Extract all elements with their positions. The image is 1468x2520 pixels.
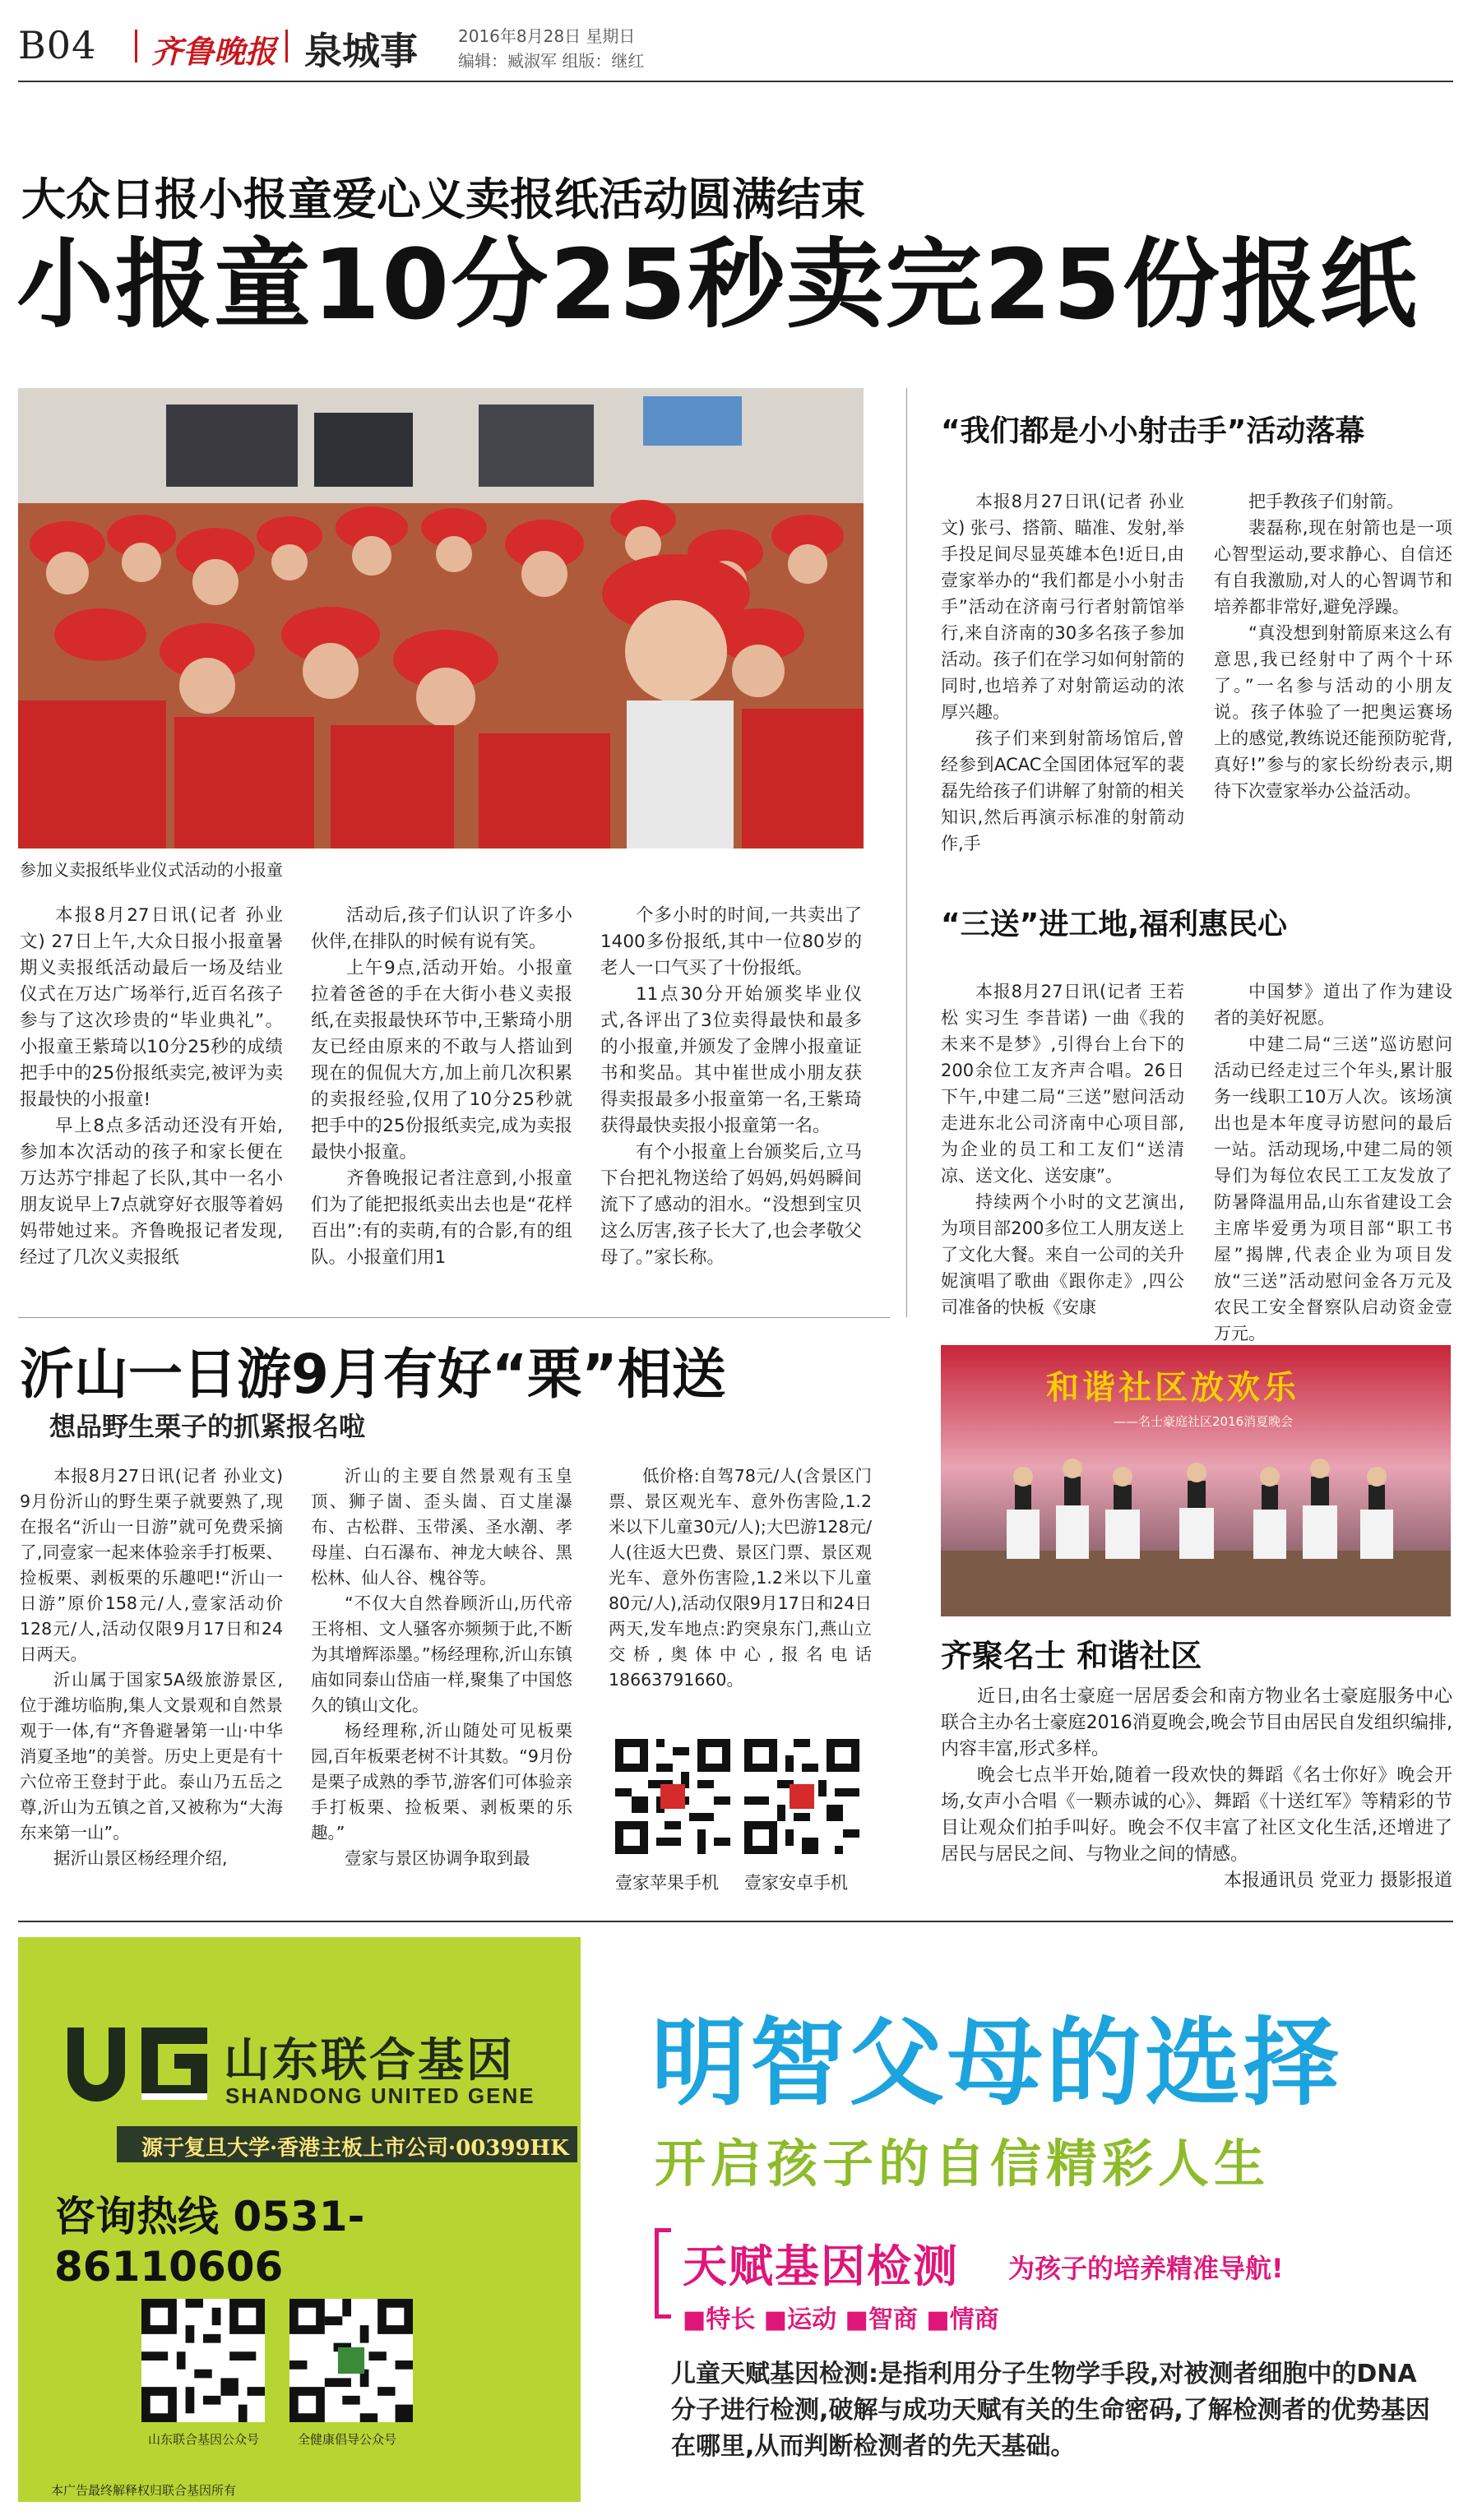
page-code: B04 (18, 23, 97, 67)
paragraph: 个多小时的时间,一共卖出了1400多份报纸,其中一位80岁的老人一口气买了十份报纸。 (600, 905, 862, 978)
paragraph: 据沂山景区杨经理介绍, (53, 1848, 228, 1868)
section-divider (18, 1317, 890, 1318)
main-headline: 小报童10分25秒卖完25份报纸 (16, 228, 1419, 341)
qr-code-icon (141, 2299, 265, 2422)
qr-caption: 山东联合基因公众号 (148, 2432, 260, 2447)
section-name: 泉城事 (304, 29, 418, 73)
header-rule (18, 81, 1453, 82)
stage-banner-subtitle: ——名士豪庭社区2016消夏晚会 (1114, 1414, 1294, 1429)
paragraph: 中建二局“三送”巡访慰问活动已经走过三个年头,累计服务一线职工10万人次。该场演出也是本年度寻访慰问的最后一站。活动现场,中建二局的领导们为每位农民工工友发放了防暑降温用品,山东省建设工会主席毕爱勇为项目部“职工书屋”揭牌,代表企业为项目发放“三送”活动慰问金各万元及农民工安全督察队启动资金壹万元。 (1214, 1034, 1452, 1343)
ad-guide: 为孩子的培养精准导航! (1008, 2253, 1284, 2284)
yishan-col2 (311, 1463, 572, 1871)
paragraph: 持续两个小时的文艺演出,为项目部200多位工人朋友送上了文化大餐。来自一公司的关升妮演唱了歌曲《跟你走》,四公司准备的快板《安康 (941, 1192, 1184, 1317)
editor-credit: 编辑：臧淑军 组版：继红 (458, 51, 645, 71)
paragraph: 齐鲁晚报记者注意到,小报童们为了能把报纸卖出去也是“花样百出”:有的卖萌,有的合影,有的组队。小报童们用1 (311, 1168, 572, 1268)
paragraph: 孩子们来到射箭场馆后,曾经参到ACAC全国团体冠军的裴磊先给孩子们讲解了射箭的相关知识,然后再演示标准的射箭动作,手 (941, 728, 1184, 853)
paragraph: 低价格:自驾78元/人(含景区门票、景区观光车、意外伤害险,1.2米以下儿童30元/人);大巴游128元/人(往返大巴费、景区门票、景区观光车、意外伤害险,1.2米以下儿童80元/人),活动仅限9月17日和24日两天,发车地点:趵突泉东门,燕山立交桥,奥体中心,报名电话18663791660。 (609, 1466, 872, 1690)
paragraph: 上午9点,活动开始。小报童拉着爸爸的手在大街小巷义卖报纸,在卖报最快环节中,王紫琦小朋友已经由原来的不敢与人搭讪到现在的侃侃大方,加上前几次积累的卖报经验,仅用了10分25秒就把手中的25份报纸卖完,成为卖报最快小报童。 (311, 958, 572, 1163)
community-photo (941, 1345, 1451, 1616)
paragraph: 沂山属于国家5A级旅游景区,位于潍坊临朐,集人文景观和自然景观于一体,有“齐鲁避暑第一山·中华消夏圣地”的美誉。历史上更是有十六位帝王登封于此。泰山乃五岳之尊,沂山为五镇之首,又被称为“大海东来第一山”。 (20, 1670, 283, 1843)
paragraph: 本报8月27日讯(记者 孙业文) 9月份沂山的野生栗子就要熟了,现在报名“沂山一日游”就可免费采摘了,同壹家一起来体验亲手打板栗、捡板栗、剥板栗的乐趣吧!“沂山一日游”原价158元/人,壹家活动价128元/人,活动仅限9月17日和24日两天。 (20, 1466, 283, 1664)
paragraph: “真没想到射箭原来这么有意思,我已经射中了两个十环了。”一名参与活动的小朋友说。孩子体验了一把奥运赛场上的感觉,教练说还能预防驼背,真好!”参与的家长纷纷表示,期待下次壹家举办公益活动。 (1214, 623, 1452, 801)
qr-code-icon (289, 2299, 413, 2422)
paragraph: “不仅大自然眷顾沂山,历代帝王将相、文人骚客亦频频于此,不断为其增辉添墨。”杨经理称,沂山东镇庙如同泰山岱庙一样,聚集了中国悠久的镇山文化。 (311, 1593, 572, 1715)
qr-caption: 全健康倡导公众号 (298, 2432, 397, 2447)
qr-code-icon (615, 1739, 730, 1854)
paragraph: 杨经理称,沂山随处可见板栗园,百年板栗老树不计其数。“9月份是栗子成熟的季节,游客们可体验亲手打板栗、捡板栗、剥板栗的乐趣。” (311, 1721, 572, 1843)
qr-caption: 壹家苹果手机 (615, 1873, 719, 1893)
paragraph: 近日,由名士豪庭一居居委会和南方物业名士豪庭服务中心联合主办名士豪庭2016消夏晚会,晚会节目由居民自发组织编排,内容丰富,形式多样。 (941, 1686, 1452, 1759)
ad-tagline: 源于复旦大学·香港主板上市公司·00399HK (141, 2136, 569, 2161)
ad-disclaimer: 本广告最终解释权归联合基因所有 (51, 2483, 237, 2498)
ad-tags: ■特长 ■运动 ■智商 ■情商 (683, 2305, 999, 2334)
main-article-col3 (600, 903, 862, 1271)
paragraph: 沂山的主要自然景观有玉皇顶、狮子崮、歪头崮、百丈崖瀑布、古松群、玉带溪、圣水潮、孝母崖、白石瀑布、神龙大峡谷、黑松林、仙人谷、槐谷等。 (311, 1466, 572, 1588)
yishan-col3 (609, 1463, 872, 1693)
ad-description: 儿童天赋基因检测:是指利用分子生物学手段,对被测者细胞中的DNA分子进行检测,破解与成功天赋有关的生命密码,了解检测者的优势基因在哪里,从而判断检测者的先天基础。 (671, 2360, 1430, 2461)
paper-logo: 齐鲁晚报 (151, 33, 277, 70)
stage-banner: 和谐社区放欢乐 (1046, 1369, 1299, 1407)
main-kicker: 大众日报小报童爱心义卖报纸活动圆满结束 (21, 173, 865, 225)
yishan-subtitle: 想品野生栗子的抓紧报名啦 (49, 1411, 366, 1442)
kids-photo (18, 388, 864, 848)
sansong-title: “三送”进工地,福利惠民心 (941, 908, 1287, 941)
yishan-col1 (20, 1463, 283, 1871)
shooter-title: “我们都是小小射击手”活动落幕 (941, 414, 1365, 448)
byline: 本报通讯员 党亚力 摄影报道 (1224, 1870, 1452, 1891)
paragraph: 把手教孩子们射箭。 (1248, 492, 1404, 511)
shooter-col1 (941, 488, 1184, 857)
main-article-col2 (311, 903, 572, 1271)
ad-hotline: 咨询热线 0531-86110606 (54, 2193, 365, 2291)
bracket-icon (655, 2228, 671, 2319)
ad-company-name: 山东联合基因 (224, 2034, 515, 2088)
paragraph: 本报8月27日讯(记者 孙业文) 张弓、搭箭、瞄准、发射,举手投足间尽显英雄本色!近日,由壹家举办的“我们都是小小射击手”活动在济南弓行者射箭馆举行,来自济南的30多名孩子参加活动。孩子们在学习如何射箭的同时,也培养了对射箭运动的浓厚兴趣。 (941, 492, 1184, 722)
paragraph: 活动后,孩子们认识了许多小伙伴,在排队的时候有说有笑。 (311, 905, 572, 952)
ug-logo-icon (59, 2019, 215, 2110)
qr-code-icon (744, 1739, 859, 1854)
yishan-title: 沂山一日游9月有好“栗”相送 (20, 1343, 726, 1406)
paragraph: 裴磊称,现在射箭也是一项心智型运动,要求静心、自信还有自我激励,对人的心智调节和培养都非常好,避免浮躁。 (1214, 518, 1452, 617)
shooter-col2 (1214, 488, 1452, 804)
community-body (941, 1684, 1452, 1894)
paragraph: 壹家与景区协调争取到最 (345, 1848, 530, 1868)
paragraph: 中国梦》道出了作为建设者的美好祝愿。 (1214, 982, 1452, 1028)
main-article-col1 (20, 903, 283, 1271)
ad-title: 明智父母的选择 (651, 2008, 1342, 2119)
sansong-col2 (1214, 978, 1452, 1347)
qr-caption: 壹家安卓手机 (744, 1873, 848, 1893)
ad-subtitle: 开启孩子的自信精彩人生 (655, 2134, 1271, 2194)
page-header (18, 18, 1453, 76)
ad-left-panel (18, 1937, 581, 2502)
paragraph: 有个小报童上台颁奖后,立马下台把礼物送给了妈妈,妈妈瞬间流下了感动的泪水。“没想到宝贝这么厉害,孩子长大了,也会孝敬父母了。”家长称。 (600, 1142, 862, 1268)
ad-company-name-en: SHANDONG UNITED GENE (225, 2083, 535, 2108)
ad-divider (18, 1921, 1453, 1922)
issue-date: 2016年8月28日 星期日 (458, 26, 636, 46)
paragraph: 本报8月27日讯(记者 孙业文) 27日上午,大众日报小报童暑期义卖报纸活动最后一场及结业仪式在万达广场举行,近百名孩子参与了这次珍贵的“毕业典礼”。小报童王紫琦以10分25秒的成绩把手中的25份报纸卖完,被评为卖报最快的小报童! (20, 905, 283, 1110)
ad-detect-title: 天赋基因检测 (683, 2240, 959, 2292)
photo-caption: 参加义卖报纸毕业仪式活动的小报童 (20, 860, 283, 880)
community-title: 齐聚名士 和谐社区 (941, 1638, 1202, 1674)
paragraph: 晚会七点半开始,随着一段欢快的舞蹈《名士你好》晚会开场,女声小合唱《一颗赤诚的心》、舞蹈《十送红军》等精彩的节目让观众们拍手叫好。晚会不仅丰富了社区文化生活,还增进了居民与居民之间、与物业之间的情感。 (941, 1765, 1452, 1865)
sansong-col1 (941, 978, 1184, 1320)
header-separator (285, 30, 288, 62)
column-divider (906, 388, 907, 1317)
paragraph: 11点30分开始颁奖毕业仪式,各评出了3位卖得最快和最多的小报童,并颁发了金牌小报童证书和奖品。其中崔世成小朋友获得卖报最多小报童第一名,王紫琦获得最快卖报小报童第一名。 (600, 984, 862, 1136)
paragraph: 本报8月27日讯(记者 王若松 实习生 李昔诺) 一曲《我的未来不是梦》,引得台上台下的200余位工友齐声合唱。26日下午,中建二局“三送”慰问活动走进东北公司济南中心项目部,为企业的员工和工友们“送清凉、送文化、送安康”。 (941, 982, 1184, 1186)
ad-right-panel (581, 1937, 1453, 2502)
header-separator (135, 30, 137, 62)
paragraph: 早上8点多活动还没有开始,参加本次活动的孩子和家长便在万达苏宁排起了长队,其中一名小朋友说早上7点就穿好衣服等着妈妈带她过来。齐鲁晚报记者发现,经过了几次义卖报纸 (20, 1116, 283, 1268)
